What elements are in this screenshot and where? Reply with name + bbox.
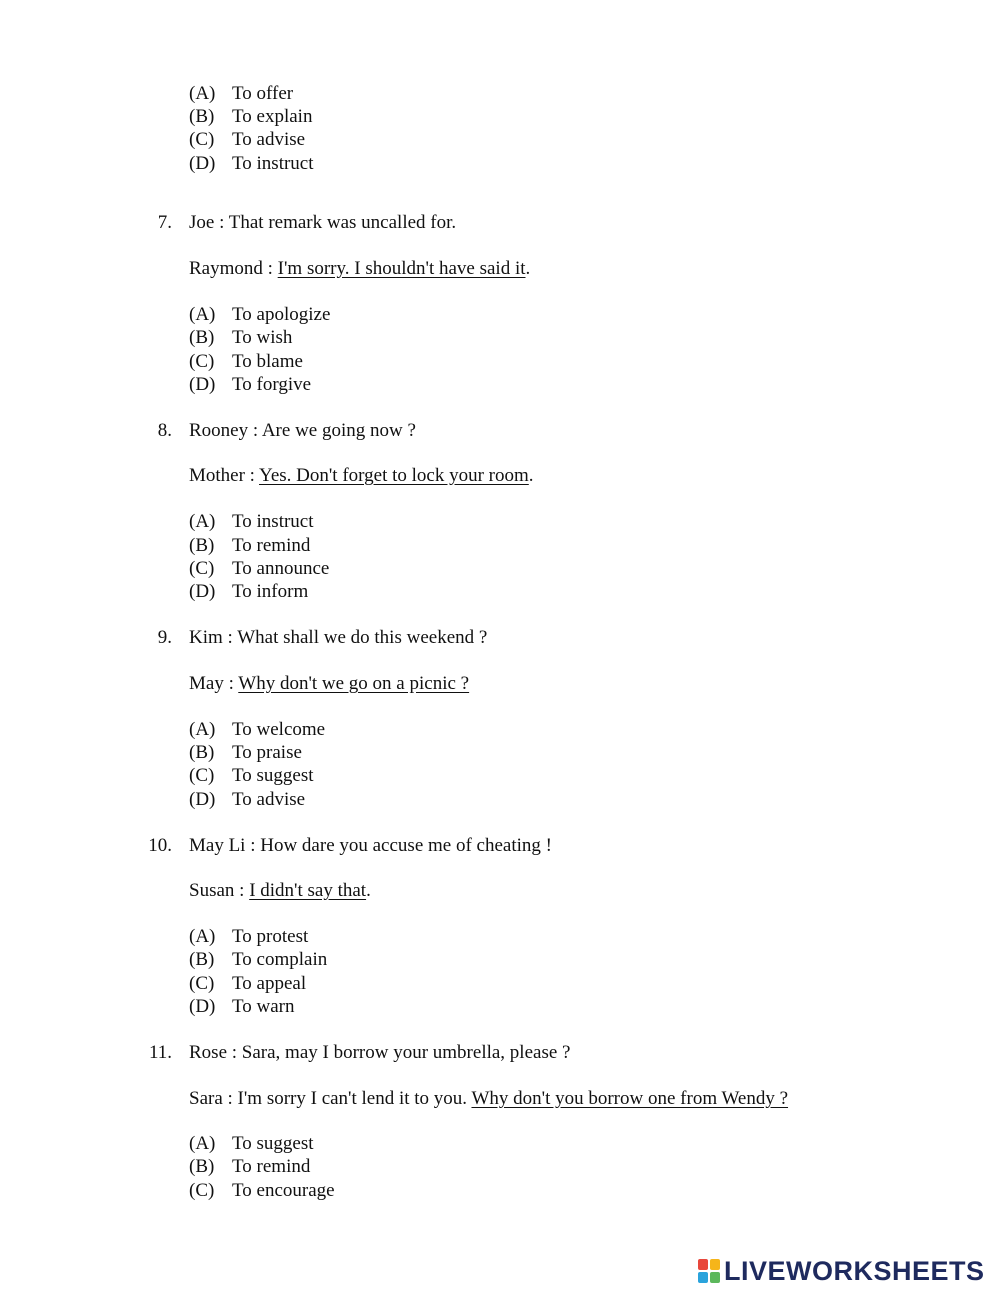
question-prompt: Rooney : Are we going now ? <box>189 420 416 441</box>
option-item <box>189 326 292 349</box>
option-text: To wish <box>232 327 293 348</box>
option-text: To praise <box>232 742 302 763</box>
option-letter: (C) <box>189 765 215 786</box>
logo-block <box>698 1272 708 1283</box>
question-response <box>189 257 530 280</box>
logo-blocks-icon <box>698 1259 720 1283</box>
question-response <box>189 464 534 487</box>
option-letter: (C) <box>189 558 215 579</box>
option-text: To appeal <box>232 973 307 994</box>
underlined-response: Why don't we go on a picnic ? <box>238 673 470 694</box>
option-item <box>189 303 330 326</box>
option-text: To encourage <box>232 1180 335 1201</box>
option-letter: (C) <box>189 351 215 372</box>
logo-block <box>698 1259 708 1270</box>
response-speaker: May : <box>189 673 239 694</box>
underlined-response: I'm sorry. I shouldn't have said it <box>277 258 526 279</box>
question-response <box>189 879 371 902</box>
option-item <box>189 350 303 373</box>
question-number: 11. <box>148 1042 172 1063</box>
option-item <box>189 510 314 533</box>
option-item <box>189 534 310 557</box>
option-item <box>189 764 314 787</box>
option-text: To announce <box>232 558 330 579</box>
option-letter: (C) <box>189 973 215 994</box>
option-text: To remind <box>232 535 311 556</box>
option-item <box>189 972 306 995</box>
option-text: To inform <box>232 581 309 602</box>
option-item <box>189 718 325 741</box>
underlined-response: Yes. Don't forget to lock your room <box>259 465 529 486</box>
option-item <box>189 995 295 1018</box>
option-letter: (B) <box>189 327 215 348</box>
option-letter: (D) <box>189 789 216 810</box>
logo-block <box>710 1259 720 1270</box>
option-letter: (B) <box>189 106 215 127</box>
question-number: 7. <box>157 212 172 233</box>
option-letter: (D) <box>189 996 216 1017</box>
option-item <box>189 82 293 105</box>
option-text: To welcome <box>232 719 326 740</box>
question-prompt: Rose : Sara, may I borrow your umbrella, please ? <box>189 1042 571 1063</box>
response-end: . <box>528 465 534 486</box>
response-speaker: Sara : I'm sorry I can't lend it to you. <box>189 1088 472 1109</box>
option-text: To instruct <box>232 511 314 532</box>
option-item <box>189 557 329 580</box>
option-item <box>189 1179 335 1202</box>
option-text: To explain <box>232 106 313 127</box>
logo-block <box>710 1272 720 1283</box>
option-item <box>189 373 311 396</box>
option-letter: (C) <box>189 129 215 150</box>
option-text: To offer <box>232 83 294 104</box>
option-letter: (A) <box>189 926 216 947</box>
option-letter: (C) <box>189 1180 215 1201</box>
question-prompt: Joe : That remark was uncalled for. <box>189 212 457 233</box>
option-text: To advise <box>232 129 306 150</box>
option-item <box>189 128 305 151</box>
option-text: To suggest <box>232 1133 314 1154</box>
question-number: 8. <box>157 420 172 441</box>
option-letter: (A) <box>189 511 216 532</box>
question-prompt: May Li : How dare you accuse me of cheating ! <box>189 835 552 856</box>
underlined-response: Why don't you borrow one from Wendy ? <box>471 1088 789 1109</box>
response-end: . <box>366 880 371 901</box>
option-item <box>189 1132 314 1155</box>
option-text: To complain <box>232 949 328 970</box>
underlined-response: I didn't say that <box>249 880 367 901</box>
option-text: To advise <box>232 789 306 810</box>
option-letter: (A) <box>189 1133 216 1154</box>
option-text: To warn <box>232 996 295 1017</box>
liveworksheets-logo <box>698 1254 985 1288</box>
option-letter: (A) <box>189 83 216 104</box>
response-speaker: Mother : <box>189 465 260 486</box>
logo-text: LIVEWORKSHEETS <box>724 1255 985 1286</box>
option-item <box>189 948 327 971</box>
option-letter: (B) <box>189 1156 215 1177</box>
question-response <box>189 672 469 695</box>
option-letter: (A) <box>189 719 216 740</box>
question-prompt: Kim : What shall we do this weekend ? <box>189 627 488 648</box>
response-speaker: Susan : <box>189 880 250 901</box>
option-text: To suggest <box>232 765 314 786</box>
option-item <box>189 788 305 811</box>
option-item <box>189 152 314 175</box>
option-text: To apologize <box>232 304 331 325</box>
option-item <box>189 580 308 603</box>
option-letter: (D) <box>189 374 216 395</box>
response-speaker: Raymond : <box>189 258 278 279</box>
option-letter: (B) <box>189 535 215 556</box>
option-item <box>189 1155 310 1178</box>
option-text: To remind <box>232 1156 311 1177</box>
question-number: 9. <box>157 627 172 648</box>
option-text: To protest <box>232 926 309 947</box>
option-letter: (D) <box>189 153 216 174</box>
response-end: . <box>525 258 531 279</box>
option-text: To forgive <box>232 374 312 395</box>
option-item <box>189 741 302 764</box>
option-text: To instruct <box>232 153 314 174</box>
question-number: 10. <box>148 835 172 856</box>
option-letter: (B) <box>189 949 215 970</box>
option-letter: (B) <box>189 742 215 763</box>
option-letter: (A) <box>189 304 216 325</box>
option-letter: (D) <box>189 581 216 602</box>
option-item <box>189 105 312 128</box>
question-response <box>189 1087 788 1110</box>
option-text: To blame <box>232 351 303 372</box>
option-item <box>189 925 308 948</box>
